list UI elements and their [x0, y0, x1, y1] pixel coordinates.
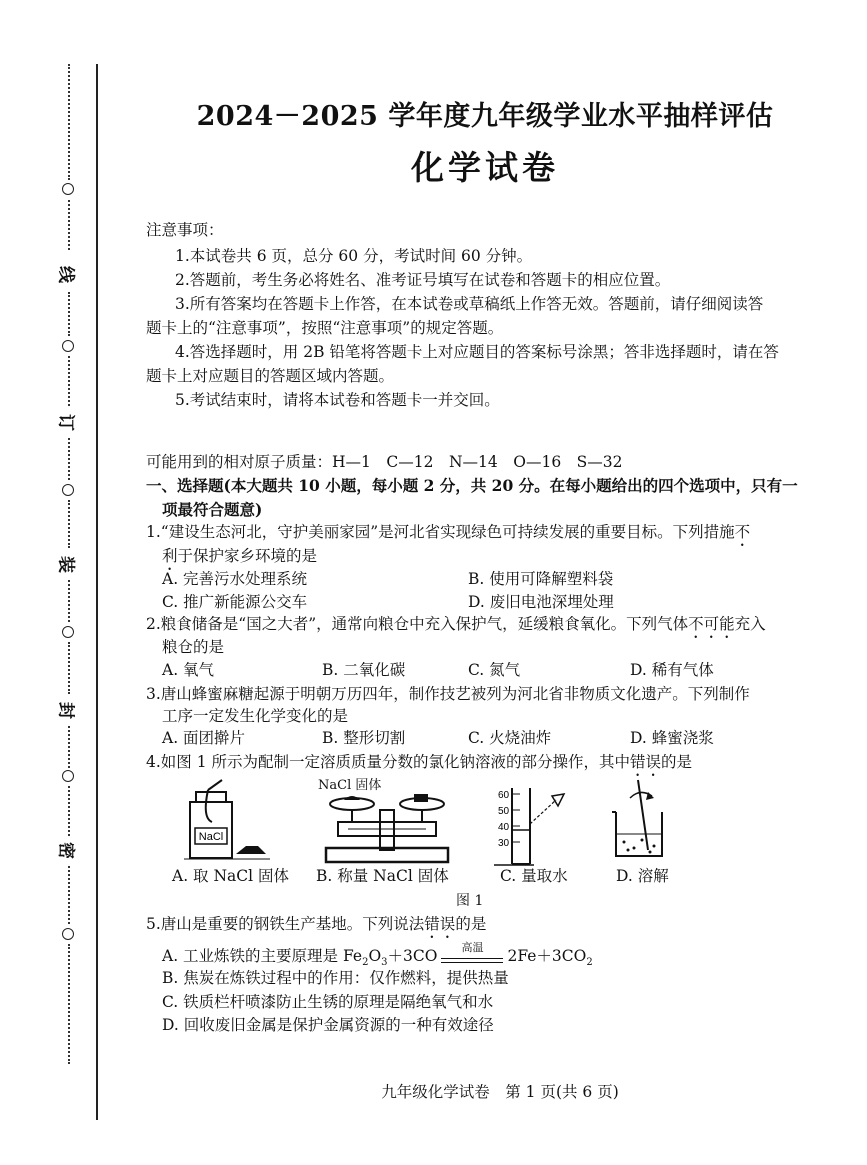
emphasis-text: 不可能	[688, 615, 735, 633]
q1-option-b: B. 使用可降解塑料袋	[468, 570, 614, 588]
notice-item: 3.所有答案均在答题卡上作答，在本试卷或草稿纸上作答无效。答题前，请仔细阅读答	[175, 295, 764, 313]
binding-dotted-line	[68, 438, 70, 480]
nacl-solid-label: NaCl 固体	[318, 778, 382, 793]
section-heading: 一、选择题(本大题共 10 小题，每小题 2 分，共 20 分。在每小题给出的四个选项中，只有一	[146, 476, 798, 495]
emphasis-text: 错误	[424, 915, 456, 933]
binding-dotted-line	[68, 726, 70, 768]
emphasis-text: 不	[734, 523, 751, 541]
figure-caption-d: D. 溶解	[616, 867, 669, 885]
q3-option-b: B. 整形切割	[322, 729, 406, 747]
question-2-stem-continued: 粮仓的是	[162, 638, 225, 656]
q1-option-c: C. 推广新能源公交车	[162, 593, 308, 611]
binding-circle	[62, 340, 74, 352]
binding-margin	[0, 0, 100, 1165]
q2-option-a: A. 氧气	[162, 661, 215, 679]
binding-dotted-line	[68, 786, 70, 836]
page-footer: 九年级化学试卷 第 1 页(共 6 页)	[381, 1083, 619, 1101]
section-heading-continued: 项最符合题意)	[162, 500, 263, 519]
q1-option-a: A. 完善污水处理系统	[162, 570, 308, 588]
binding-dotted-line	[68, 200, 70, 250]
q5-option-d: D. 回收废旧金属是保护金属资源的一种有效途径	[162, 1016, 494, 1034]
emphasis-text: 利	[162, 547, 178, 565]
tick-label: 50	[498, 806, 510, 817]
binding-dotted-line	[68, 356, 70, 406]
reaction-arrow	[441, 941, 503, 967]
binding-dotted-line	[68, 642, 70, 694]
tick-label: 30	[498, 838, 510, 849]
notice-item: 2.答题前，考生务必将姓名、准考证号填写在试卷和答题卡的相应位置。	[175, 271, 671, 289]
question-1-stem-continued: 利于保护家乡环境的是	[162, 547, 318, 565]
q1-option-d: D. 废旧电池深埋处理	[468, 593, 614, 611]
question-2-stem: 2.粮食储备是“国之大者”，通常向粮仓中充入保护气，延缓粮食氧化。下列气体不可能充入	[146, 615, 766, 633]
binding-dotted-line	[68, 944, 70, 1064]
binding-circle	[62, 484, 74, 496]
question-5-stem: 5.唐山是重要的钢铁生产基地。下列说法错误的是	[146, 915, 487, 933]
binding-mark-feng: 封	[55, 702, 76, 719]
binding-dotted-line	[68, 866, 70, 924]
q3-option-a: A. 面团擀片	[162, 729, 246, 747]
binding-circle	[62, 626, 74, 638]
binding-border-line	[96, 64, 98, 1120]
figure-balance	[318, 790, 456, 866]
figure-label: 图 1	[456, 893, 484, 909]
figure-measure-water	[490, 784, 570, 868]
binding-mark-zhuang: 装	[55, 556, 76, 573]
binding-dotted-line	[68, 580, 70, 622]
q3-option-d: D. 蜂蜜浇浆	[630, 729, 714, 747]
binding-dotted-line	[68, 64, 70, 180]
emphasis-text: 错误	[630, 753, 662, 771]
binding-circle	[62, 928, 74, 940]
figure-take-nacl	[180, 778, 276, 864]
notice-item: 4.答选择题时，用 2B 铅笔将答题卡上对应题目的答案标号涂黑；答非选择题时，请在答	[175, 343, 779, 361]
binding-circle	[62, 770, 74, 782]
q3-option-c: C. 火烧油炸	[468, 729, 552, 747]
q2-option-c: C. 氮气	[468, 661, 521, 679]
notice-item: 5.考试结束时，请将本试卷和答题卡一并交回。	[175, 391, 500, 409]
binding-mark-xian: 线	[55, 266, 76, 283]
tick-label: 40	[498, 822, 510, 833]
tick-label: 60	[498, 790, 510, 801]
binding-mark-mi: 密	[55, 842, 76, 859]
notice-heading: 注意事项：	[146, 221, 224, 239]
q2-option-d: D. 稀有气体	[630, 661, 714, 679]
question-3-stem-continued: 工序一定发生化学变化的是	[162, 707, 349, 725]
question-3-stem: 3.唐山蜂蜜麻糖起源于明朝万历四年，制作技艺被列为河北省非物质文化遗产。下列制作	[146, 685, 750, 703]
question-1-stem: 1.“建设生态河北，守护美丽家园”是河北省实现绿色可持续发展的重要目标。下列措施不	[146, 523, 751, 541]
q5-option-c: C. 铁质栏杆喷漆防止生锈的原理是隔绝氧气和水	[162, 993, 494, 1011]
atomic-masses: 可能用到的相对原子质量：H—1 C—12 N—14 O—16 S—32	[146, 453, 623, 471]
figure-caption-a: A. 取 NaCl 固体	[172, 867, 290, 885]
question-4-stem: 4.如图 1 所示为配制一定溶质质量分数的氯化钠溶液的部分操作，其中错误的是	[146, 753, 693, 771]
figure-dissolve	[608, 778, 670, 864]
binding-dotted-line	[68, 292, 70, 336]
subject-title: 化学试卷	[411, 148, 559, 187]
figure-caption-c: C. 量取水	[500, 867, 568, 885]
reaction-condition: 高温	[461, 941, 484, 954]
binding-dotted-line	[68, 500, 70, 548]
q5-option-a: A. 工业炼铁的主要原理是 $Fe_2O_3+3CO$ 高温 $2Fe+3CO_2$	[162, 941, 593, 969]
q2-option-b: B. 二氧化碳	[322, 661, 406, 679]
q5-option-b: B. 焦炭在炼铁过程中的作用：仅作燃料，提供热量	[162, 969, 509, 987]
notice-item-continued: 题卡上对应题目的答题区域内答题。	[146, 367, 395, 385]
exam-title: 2024－2025 学年度九年级学业水平抽样评估	[196, 101, 774, 132]
binding-circle	[62, 183, 74, 195]
notice-item: 1.本试卷共 6 页，总分 60 分，考试时间 60 分钟。	[175, 247, 533, 265]
bottle-label: NaCl	[198, 831, 224, 843]
figure-caption-b: B. 称量 NaCl 固体	[316, 867, 449, 885]
binding-mark-ding: 订	[55, 414, 76, 431]
notice-item-continued: 题卡上的“注意事项”，按照“注意事项”的规定答题。	[146, 319, 504, 337]
